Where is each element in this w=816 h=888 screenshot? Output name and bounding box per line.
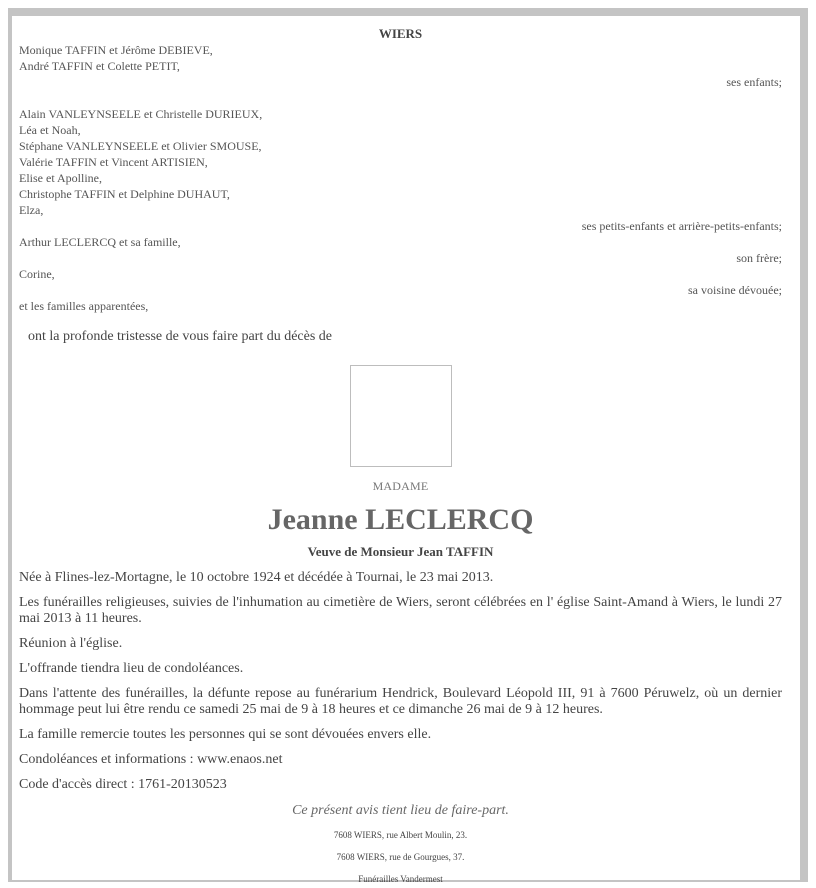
intro-text: ont la profonde tristesse de vous faire part du décès de: [28, 329, 333, 344]
family-list: [19, 42, 782, 314]
address-line: 7608 WIERS, rue de Gourgues, 37.: [336, 852, 465, 862]
family-member-line: Arthur LECLERCQ et sa famille,: [19, 235, 181, 249]
family-spacer: [19, 90, 782, 106]
family-member-line: Valérie TAFFIN et Vincent ARTISIEN,: [19, 155, 208, 169]
deceased-title: MADAME: [372, 479, 429, 493]
thanks-paragraph: La famille remercie toutes les personnes qui se sont dévouées envers elle.: [19, 727, 432, 742]
photo-placeholder: [350, 365, 452, 467]
meeting-paragraph: Réunion à l'église.: [19, 636, 123, 651]
access-code-paragraph: Code d'accès direct : 1761-20130523: [19, 777, 227, 792]
notice-line: Ce présent avis tient lieu de faire-part.: [292, 803, 509, 818]
relation-label: ses petits-enfants et arrière-petits-enfants;: [581, 219, 782, 233]
family-member-line: et les familles apparentées,: [19, 299, 149, 313]
family-member-line: Monique TAFFIN et Jérôme DEBIEVE,: [19, 43, 213, 57]
family-member-line: Léa et Noah,: [19, 123, 81, 137]
funeral-home: Funérailles Vandermest: [358, 874, 443, 884]
funerarium-paragraph: Dans l'attente des funérailles, la défunte repose au funérarium Hendrick, Boulevard Léopold III, 91 à 7600 Péruwelz, où un dernier hommage peut lui être rendu ce samedi 25 mai de 9 à 18 heures et ce dimanche 26 mai de 9 à 12 heures.: [19, 686, 782, 717]
offering-paragraph: L'offrande tiendra lieu de condoléances.: [19, 661, 244, 676]
obituary-notice: [12, 16, 800, 884]
family-member-line: André TAFFIN et Colette PETIT,: [19, 59, 180, 73]
family-member-line: Corine,: [19, 267, 55, 281]
relation-label: sa voisine dévouée;: [688, 283, 782, 297]
condolences-paragraph: Condoléances et informations : www.enaos.net: [19, 752, 283, 767]
family-member-line: Alain VANLEYNSEELE et Christelle DURIEUX,: [19, 107, 263, 121]
family-member-line: Stéphane VANLEYNSEELE et Olivier SMOUSE,: [19, 139, 262, 153]
birth-death-paragraph: Née à Flines-lez-Mortagne, le 10 octobre 1924 et décédée à Tournai, le 23 mai 2013.: [19, 570, 494, 585]
funeral-paragraph: Les funérailles religieuses, suivies de l'inhumation au cimetière de Wiers, seront célébrées en l' église Saint-Amand à Wiers, le lundi 27 mai 2013 à 11 heures.: [19, 595, 782, 626]
relation-label: son frère;: [736, 251, 782, 265]
family-member-line: Christophe TAFFIN et Delphine DUHAUT,: [19, 187, 230, 201]
relation-label: ses enfants;: [726, 75, 782, 89]
widow-of: Veuve de Monsieur Jean TAFFIN: [307, 544, 494, 559]
address-line: 7608 WIERS, rue Albert Moulin, 23.: [333, 830, 468, 840]
deceased-name: Jeanne LECLERCQ: [267, 503, 534, 536]
family-member-line: Elise et Apolline,: [19, 171, 102, 185]
family-member-line: Elza,: [19, 203, 44, 217]
town-heading: WIERS: [378, 26, 423, 41]
